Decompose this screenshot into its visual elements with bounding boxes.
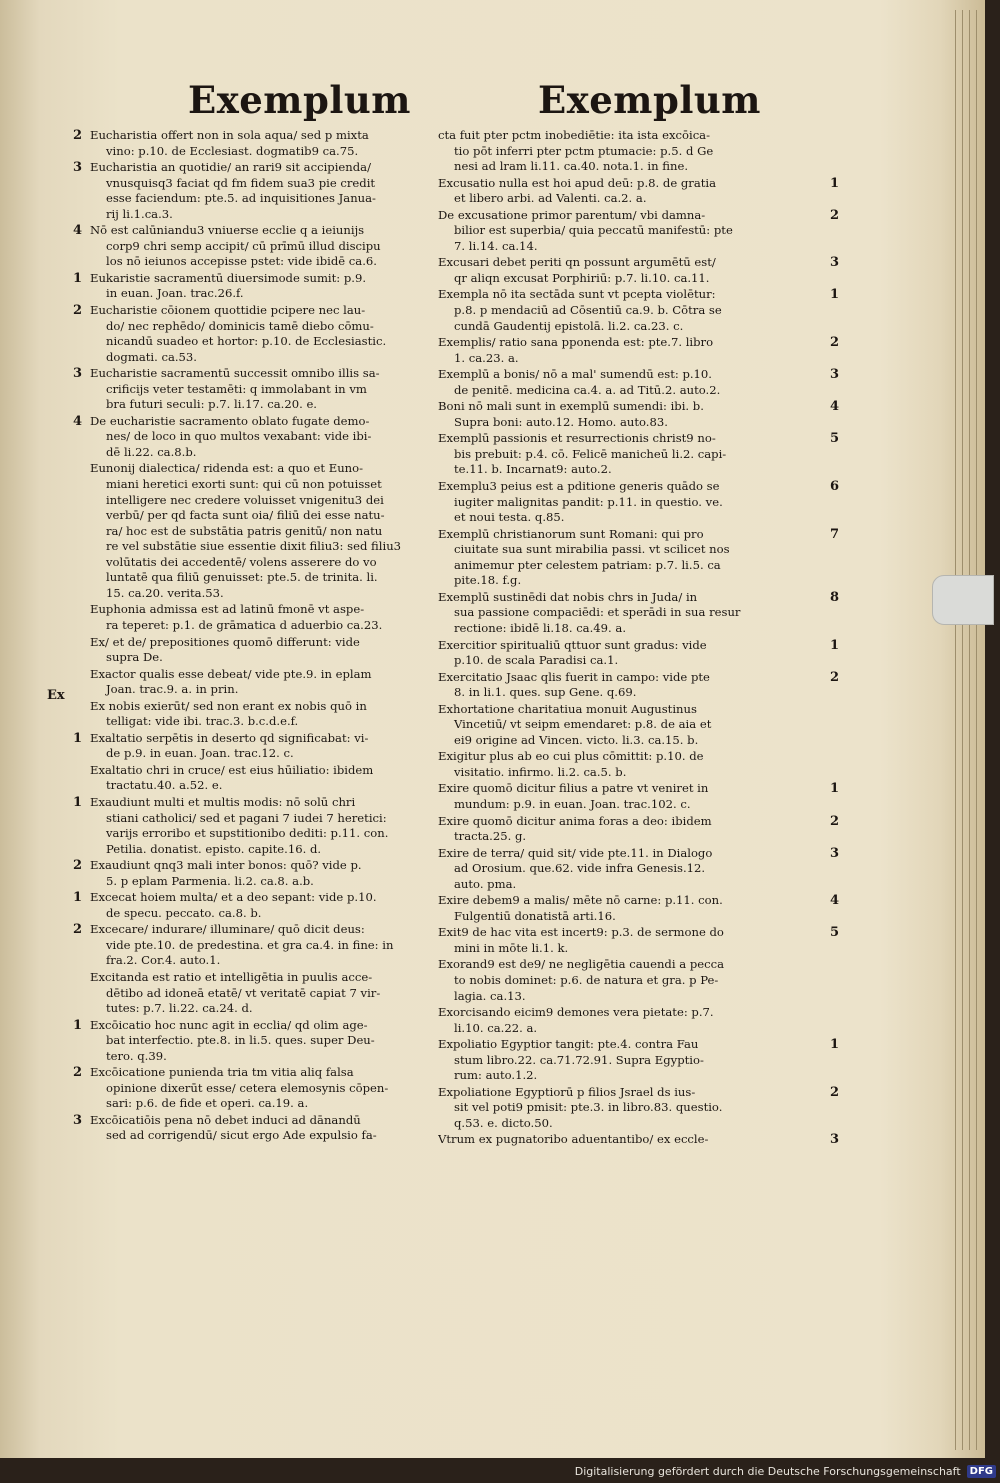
index-entry xyxy=(438,207,840,255)
entry-line: rum: auto.1.2. xyxy=(454,1068,538,1083)
index-entry xyxy=(438,925,840,956)
entry-line: Eunonij dialectica/ ridenda est: a quo et Euno- xyxy=(90,461,364,476)
entry-line: dētibo ad idoneā etatē/ vt veritatē capiat 7 vir- xyxy=(106,985,381,1000)
entry-line: Excusari debet periti qn possunt argumētū est/ xyxy=(438,255,716,270)
entry-line: Exemplū sustinēdi dat nobis chrs in Juda/ in xyxy=(438,589,698,604)
index-entry xyxy=(438,813,840,845)
entry-line: vnusquisq3 faciat qd fm fidem sua3 pie credit xyxy=(106,175,376,190)
entry-line: p.8. p mendaciū ad Cōsentiū ca.9. b. Cōtra se xyxy=(454,303,722,318)
entry-line: opinione dixerūt esse/ cetera elemosynis cōpen- xyxy=(106,1080,389,1095)
entry-line: Ex/ et de/ prepositiones quomō differunt: vide xyxy=(90,634,360,649)
entry-line: Exire debem9 a malis/ mēte nō carne: p.11. con. xyxy=(438,893,723,908)
entry-number: 2 xyxy=(830,1084,840,1100)
entry-line: Exorand9 est de9/ ne negligētia cauendi a pecca xyxy=(438,957,725,972)
entry-line: Exaltatio chri in cruce/ est eius hūiliatio: ibidem xyxy=(90,762,374,777)
entry-line: vino: p.10. de Ecclesiast. dogmatib9 ca.75. xyxy=(106,143,359,158)
entry-line: Exaltatio serpētis in deserto qd significabat: vi- xyxy=(90,730,369,745)
entry-number: 3 xyxy=(72,1112,82,1128)
entry-line: telligat: vide ibi. trac.3. b.c.d.e.f. xyxy=(106,714,299,729)
entry-line: miani heretici exorti sunt: qui cū non potuisset xyxy=(106,477,382,492)
entry-line: rij li.1.ca.3. xyxy=(106,206,173,221)
entry-line: ciuitate sua sunt mirabilia passi. vt scilicet nos xyxy=(454,542,730,557)
entry-number: 4 xyxy=(830,399,840,415)
entry-line: tutes: p.7. li.22. ca.24. d. xyxy=(106,1001,253,1016)
entry-line: re vel substātie siue essentie dixit filiu3: sed filiu3 xyxy=(106,539,402,554)
entry-line: et noui testa. q.85. xyxy=(454,510,565,525)
index-entry xyxy=(438,255,840,286)
entry-line: li.10. ca.22. a. xyxy=(454,1020,538,1035)
entry-line: Exaudiunt multi et multis modis: nō solū chri xyxy=(90,794,356,809)
entry-line: sari: p.6. de fide et operi. ca.19. a. xyxy=(106,1096,309,1111)
index-entry xyxy=(438,287,840,334)
margin-note: Ex xyxy=(47,688,65,703)
entry-line: sed ad corrigendū/ sicut ergo Ade expulsio fa- xyxy=(106,1128,377,1143)
entry-line: 8. in li.1. ques. sup Gene. q.69. xyxy=(454,685,637,700)
bookmark-tab xyxy=(932,575,994,625)
entry-number: 2 xyxy=(72,1065,82,1081)
entry-line: tero. q.39. xyxy=(106,1048,167,1063)
entry-number: 1 xyxy=(72,1017,82,1033)
dfg-logo: DFG xyxy=(967,1465,996,1478)
entry-number: 1 xyxy=(830,1037,840,1053)
index-entry xyxy=(90,970,420,1017)
index-entry xyxy=(72,160,420,222)
entry-number: 5 xyxy=(830,925,840,941)
entry-line: Excecare/ indurare/ illuminare/ quō dicit deus: xyxy=(90,922,365,937)
entry-line: vide pte.10. de predestina. et gra ca.4. in fine: in xyxy=(106,937,394,952)
entry-line: Excecat hoiem multa/ et a deo sepant: vide p.10. xyxy=(90,890,377,905)
entry-line: Vtrum ex pugnatoribo aduentantibo/ ex eccle- xyxy=(438,1132,709,1147)
index-entry xyxy=(438,431,840,478)
entry-line: De eucharistie sacramento oblato fugate demo- xyxy=(90,413,370,428)
entry-number: 6 xyxy=(830,479,840,495)
entry-line: De excusatione primor parentum/ vbi damna- xyxy=(438,207,706,222)
entry-line: nes/ de loco in quo multos vexabant: vide ibi- xyxy=(106,429,372,444)
entry-line: Nō est calūniandu3 vniuerse ecclie q a ieiunijs xyxy=(90,223,365,238)
entry-line: visitatio. infirmo. li.2. ca.5. b. xyxy=(454,764,627,779)
entry-number: 2 xyxy=(72,303,82,319)
entry-number: 4 xyxy=(830,893,840,909)
entry-line: Vincetiū/ vt seipm emendaret: p.8. de aia et xyxy=(454,717,712,732)
page-edge xyxy=(976,10,977,1450)
index-entry xyxy=(438,1005,783,1036)
entry-line: 15. ca.20. verita.53. xyxy=(106,585,224,600)
index-entry xyxy=(438,175,840,207)
index-entry xyxy=(438,893,840,924)
entry-number: 2 xyxy=(830,813,840,829)
entry-line: de penitē. medicina ca.4. a. ad Titū.2. auto.2. xyxy=(454,382,721,397)
entry-line: q.53. e. dicto.50. xyxy=(454,1115,553,1130)
index-entry xyxy=(438,335,840,366)
index-entry xyxy=(72,1017,420,1065)
entry-number: 1 xyxy=(830,637,840,653)
entry-line: Supra boni: auto.12. Homo. auto.83. xyxy=(454,414,668,429)
entry-line: Eucharistie cōionem quottidie pcipere nec lau- xyxy=(90,303,366,318)
entry-line: fra.2. Cor.4. auto.1. xyxy=(106,953,221,968)
index-entry xyxy=(90,635,420,666)
entry-line: Exercitior spiritualiū qttuor sunt gradus: vide xyxy=(438,637,707,652)
entry-number: 3 xyxy=(830,255,840,271)
entry-line: p.10. de scala Paradisi ca.1. xyxy=(454,653,619,668)
entry-number: 2 xyxy=(72,858,82,874)
index-entry xyxy=(438,781,840,812)
entry-line: nesi ad lram li.11. ca.40. nota.1. in fine. xyxy=(454,159,689,174)
entry-line: cundā Gaudentij epistolā. li.2. ca.23. c. xyxy=(454,318,684,333)
entry-line: et libero arbi. ad Valenti. ca.2. a. xyxy=(454,191,647,206)
index-entry xyxy=(72,366,420,413)
index-entry xyxy=(438,749,783,780)
entry-line: 1. ca.23. a. xyxy=(454,350,519,365)
entry-line: Fulgentiū donatistā arti.16. xyxy=(454,908,616,923)
entry-number: 1 xyxy=(830,781,840,797)
entry-line: mundum: p.9. in euan. Joan. trac.102. c. xyxy=(454,796,691,811)
entry-line: 5. p eplam Parmenia. li.2. ca.8. a.b. xyxy=(106,873,314,888)
entry-number: 2 xyxy=(830,669,840,685)
index-entry xyxy=(90,602,420,633)
entry-line: stum libro.22. ca.71.72.91. Supra Egyptio- xyxy=(454,1052,704,1067)
entry-line: corp9 chri semp accipit/ cū prīmū illud discipu xyxy=(106,238,381,253)
index-entry xyxy=(72,794,420,857)
entry-number: 3 xyxy=(830,367,840,383)
entry-number: 7 xyxy=(830,526,840,542)
index-entry xyxy=(72,730,420,762)
index-entry xyxy=(438,479,840,526)
entry-line: Excitanda est ratio et intelligētia in puulis acce- xyxy=(90,969,373,984)
entry-number: 8 xyxy=(830,589,840,605)
heading-right: Exemplum xyxy=(538,78,761,122)
entry-number: 4 xyxy=(72,413,82,429)
entry-line: Exemplū a bonis/ nō a mal' sumendū est: p.10. xyxy=(438,367,712,382)
index-entry xyxy=(72,890,420,921)
entry-number: 1 xyxy=(72,794,82,810)
entry-line: bis prebuit: p.4. cō. Felicē manicheū li.2. capi- xyxy=(454,446,727,461)
entry-line: bra futuri seculi: p.7. li.17. ca.20. e. xyxy=(106,397,317,412)
entry-line: te.11. b. Incarnat9: auto.2. xyxy=(454,462,612,477)
entry-number: 1 xyxy=(830,175,840,191)
entry-line: Exemplū passionis et resurrectionis christ9 no- xyxy=(438,431,716,446)
entry-line: Exercitatio Jsaac qlis fuerit in campo: vide pte xyxy=(438,669,710,684)
entry-line: ad Orosium. que.62. vide infra Genesis.12. xyxy=(454,861,706,876)
entry-line: Euphonia admissa est ad latinū fmonē vt aspe- xyxy=(90,602,365,617)
index-entry xyxy=(72,922,420,969)
index-entry xyxy=(438,1037,840,1084)
footer-text: Digitalisierung gefördert durch die Deutsche Forschungsgemeinschaft xyxy=(574,1464,961,1478)
entry-line: luntatē qua filiū genuisset: pte.5. de trinita. li. xyxy=(106,570,378,585)
entry-line: Exorcisando eicim9 demones vera pietate: p.7. xyxy=(438,1005,714,1020)
page-edge xyxy=(962,10,963,1450)
entry-line: mini in mōte li.1. k. xyxy=(454,940,569,955)
page-edge xyxy=(955,10,956,1450)
entry-line: verbū/ per qd facta sunt oia/ filiū dei esse natu- xyxy=(106,508,385,523)
entry-line: to nobis dominet: p.6. de natura et gra. p Pe- xyxy=(454,972,719,987)
entry-line: de p.9. in euan. Joan. trac.12. c. xyxy=(106,746,294,761)
entry-line: tio pōt inferri pter pctm ptumacie: p.5. d Ge xyxy=(454,143,714,158)
index-entry xyxy=(438,957,783,1004)
index-entry xyxy=(438,128,783,175)
heading-left: Exemplum xyxy=(188,78,411,122)
entry-number: 1 xyxy=(830,287,840,303)
index-entry xyxy=(438,589,840,637)
entry-line: Boni nō mali sunt in exemplū sumendi: ibi. b. xyxy=(438,399,704,414)
entry-number: 2 xyxy=(830,335,840,351)
entry-line: Expoliatione Egyptiorū p filios Jsrael ds ius- xyxy=(438,1084,696,1099)
entry-line: ra teperet: p.1. de grāmatica d aduerbio ca.23. xyxy=(106,617,383,632)
entry-line: los nō ieiunos accepisse pstet: vide ibidē ca.6. xyxy=(106,254,377,269)
entry-number: 3 xyxy=(72,366,82,382)
entry-line: Exemplis/ ratio sana pponenda est: pte.7. libro xyxy=(438,335,714,350)
index-entry xyxy=(90,461,420,601)
entry-line: pite.18. f.g. xyxy=(454,573,522,588)
entry-number: 3 xyxy=(72,160,82,176)
entry-line: Exire de terra/ quid sit/ vide pte.11. in Dialogo xyxy=(438,845,713,860)
entry-line: Eucharistie sacramentū successit omnibo illis sa- xyxy=(90,366,380,381)
entry-line: Excōicatiōis pena nō debet induci ad dānandū xyxy=(90,1112,361,1127)
entry-number: 2 xyxy=(830,207,840,223)
entry-line: qr aliqn excusat Porphiriū: p.7. li.10. ca.11. xyxy=(454,270,710,285)
entry-line: nicandū suadeo et hortor: p.10. de Ecclesiastic. xyxy=(106,334,387,349)
entry-line: bilior est superbia/ quia peccatū manifestū: pte xyxy=(454,223,733,238)
footer xyxy=(575,1461,996,1481)
entry-number: 4 xyxy=(72,223,82,239)
index-entry xyxy=(438,845,840,893)
entry-line: lagia. ca.13. xyxy=(454,988,526,1003)
index-entry xyxy=(72,223,420,270)
entry-line: do/ nec rephēdo/ dominicis tamē diebo cōmu- xyxy=(106,318,374,333)
entry-line: Eucharistia offert non in sola aqua/ sed p mixta xyxy=(90,128,369,142)
entry-line: dē li.22. ca.8.b. xyxy=(106,444,197,459)
entry-line: Excōicatio hoc nunc agit in ecclia/ qd olim age- xyxy=(90,1017,368,1032)
entry-line: Exit9 de hac vita est incert9: p.3. de sermone do xyxy=(438,925,724,940)
entry-line: supra De. xyxy=(106,650,163,665)
right-column xyxy=(438,128,840,1149)
entry-number: 5 xyxy=(830,431,840,447)
page-edge xyxy=(969,10,970,1450)
entry-line: stiani catholici/ sed et pagani 7 iudei 7 heretici: xyxy=(106,810,387,825)
index-entry xyxy=(438,526,840,589)
entry-number: 3 xyxy=(830,1132,840,1148)
index-entry xyxy=(90,667,420,698)
entry-line: de specu. peccato. ca.8. b. xyxy=(106,905,262,920)
entry-line: ei9 origine ad Vincen. victo. li.3. ca.15. b. xyxy=(454,732,699,747)
entry-line: Exhortatione charitatiua monuit Augustinus xyxy=(438,701,697,716)
entry-line: Exaudiunt qnq3 mali inter bonos: quō? vide p. xyxy=(90,858,362,873)
entry-line: Expoliatio Egyptior tangit: pte.4. contra Fau xyxy=(438,1037,699,1052)
entry-line: Joan. trac.9. a. in prin. xyxy=(106,682,239,697)
index-entry xyxy=(72,1065,420,1112)
entry-line: animemur pter celestem patriam: p.7. li.5. ca xyxy=(454,557,721,572)
index-entry xyxy=(438,669,840,701)
index-entry xyxy=(438,1084,840,1132)
entry-line: crificijs veter testamēti: q immolabant in vm xyxy=(106,381,367,396)
index-entry xyxy=(90,763,420,794)
index-entry xyxy=(72,413,420,461)
entry-line: volūtatis dei accedentē/ volens asserere do vo xyxy=(106,554,377,569)
entry-line: Eucharistia an quotidie/ an rari9 sit accipienda/ xyxy=(90,160,371,175)
index-entry xyxy=(438,637,840,669)
left-column xyxy=(72,128,420,1145)
entry-line: in euan. Joan. trac.26.f. xyxy=(106,286,244,301)
entry-line: rectione: ibidē li.18. ca.49. a. xyxy=(454,620,627,635)
entry-line: esse faciendum: pte.5. ad inquisitiones Janua- xyxy=(106,191,376,206)
entry-line: Exactor qualis esse debeat/ vide pte.9. in eplam xyxy=(90,666,372,681)
entry-line: tracta.25. g. xyxy=(454,829,527,844)
index-entry xyxy=(72,858,420,889)
index-entry xyxy=(72,270,420,302)
entry-line: Petilia. donatist. episto. capite.16. d. xyxy=(106,841,322,856)
entry-number: 1 xyxy=(72,270,82,286)
entry-line: bat interfectio. pte.8. in li.5. ques. super Deu- xyxy=(106,1033,375,1048)
index-entry xyxy=(72,1112,420,1144)
entry-line: varijs erroribo et supstitionibo dediti: p.11. con. xyxy=(106,826,389,841)
entry-line: Exemplu3 peius est a pditione generis quādo se xyxy=(438,479,720,494)
entry-line: iugiter malignitas pandit: p.11. in questio. ve. xyxy=(454,494,723,509)
entry-line: Exemplū christianorum sunt Romani: qui pro xyxy=(438,526,704,541)
index-entry xyxy=(438,367,840,398)
entry-line: Excusatio nulla est hoi apud deū: p.8. de gratia xyxy=(438,175,717,190)
index-entry xyxy=(72,303,420,365)
entry-line: auto. pma. xyxy=(454,876,517,891)
entry-line: Ex nobis exierūt/ sed non erant ex nobis quō in xyxy=(90,698,367,713)
entry-line: sit vel poti9 pmisit: pte.3. in libro.83. questio. xyxy=(454,1100,723,1115)
index-entry xyxy=(438,399,840,430)
entry-line: intelligere nec credere voluisset vnigenitu3 dei xyxy=(106,492,384,507)
entry-line: tractatu.40. a.52. e. xyxy=(106,778,223,793)
index-entry xyxy=(90,699,420,730)
entry-number: 2 xyxy=(72,922,82,938)
entry-number: 1 xyxy=(72,730,82,746)
entry-number: 1 xyxy=(72,890,82,906)
entry-line: dogmati. ca.53. xyxy=(106,349,197,364)
entry-line: Excōicatione punienda tria tm vitia aliq falsa xyxy=(90,1065,354,1080)
entry-number: 3 xyxy=(830,845,840,861)
entry-line: sua passione compaciēdi: et sperādi in sua resur xyxy=(454,605,741,620)
index-entry xyxy=(438,702,783,749)
entry-line: Exire quomō dicitur anima foras a deo: ibidem xyxy=(438,813,712,828)
entry-line: Eukaristie sacramentū diuersimode sumit: p.9. xyxy=(90,270,367,285)
entry-line: 7. li.14. ca.14. xyxy=(454,238,538,253)
entry-number: 2 xyxy=(72,128,82,143)
entry-line: Exigitur plus ab eo cui plus cōmittit: p.10. de xyxy=(438,749,704,764)
index-entry xyxy=(72,128,420,159)
index-entry xyxy=(438,1132,840,1148)
entry-line: ra/ hoc est de substātia patris genitū/ non natu xyxy=(106,523,383,538)
entry-line: Exire quomō dicitur filius a patre vt veniret in xyxy=(438,781,709,796)
entry-line: Exempla nō ita sectāda sunt vt pcepta violētur: xyxy=(438,287,716,302)
entry-line: cta fuit pter pctm inobediētie: ita ista excōica- xyxy=(438,128,711,142)
